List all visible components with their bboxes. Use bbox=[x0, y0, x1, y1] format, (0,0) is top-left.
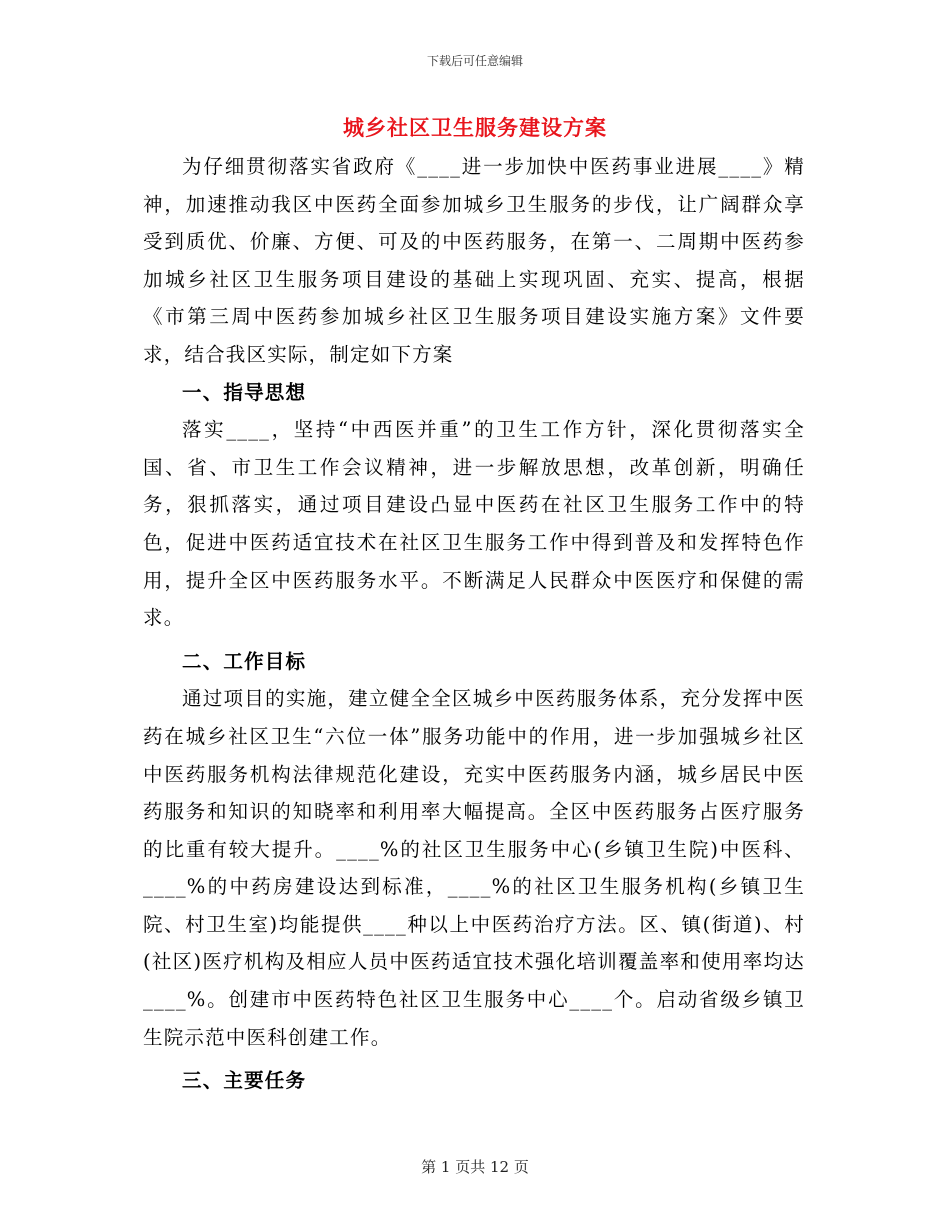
document-body bbox=[143, 148, 805, 1100]
page-footer: 第 1 页共 12 页 bbox=[421, 1158, 529, 1176]
section-paragraph-work-goals: 通过项目的实施，建立健全全区城乡中医药服务体系，充分发挥中医药在城乡社区卫生“六位一体”服务功能中的作用，进一步加强城乡社区中医药服务机构法律规范化建设，充实中医药服务内涵，城乡居民中医药服务和知识的知晓率和利用率大幅提高。全区中医药服务占医疗服务的比重有较大提升。____%的社区卫生服务中心(乡镇卫生院)中医科、____%的中药房建设达到标准，____%的社区卫生服务机构(乡镇卫生院、村卫生室)均能提供____种以上中医药治疗方法。区、镇(街道)、村(社区)医疗机构及相应人员中医药适宜技术强化培训覆盖率和使用率均达____%。创建市中医药特色社区卫生服务中心____个。启动省级乡镇卫生院示范中医科创建工作。 bbox=[143, 687, 805, 1049]
section-heading-guiding-ideology: 一、指导思想 bbox=[182, 380, 307, 404]
header-note: 下载后可任意编辑 bbox=[426, 54, 523, 68]
section-heading-work-goals: 二、工作目标 bbox=[182, 649, 307, 673]
intro-paragraph: 为仔细贯彻落实省政府《____进一步加快中医药事业进展____》精神，加速推动我区中医药全面参加城乡卫生服务的步伐，让广阔群众享受到质优、价廉、方便、可及的中医药服务，在第一、二周期中医药参加城乡社区卫生服务项目建设的基础上实现巩固、充实、提高，根据《市第三周中医药参加城乡社区卫生服务项目建设实施方案》文件要求，结合我区实际，制定如下方案 bbox=[143, 155, 805, 366]
section-paragraph-guiding-ideology: 落实____，坚持“中西医并重”的卫生工作方针，深化贯彻落实全国、省、市卫生工作会议精神，进一步解放思想，改革创新，明确任务，狠抓落实，通过项目建设凸显中医药在社区卫生服务工作中的特色，促进中医药适宜技术在社区卫生服务工作中得到普及和发挥特色作用，提升全区中医药服务水平。不断满足人民群众中医医疗和保健的需求。 bbox=[143, 418, 805, 630]
section-heading-main-tasks: 三、主要任务 bbox=[182, 1069, 307, 1093]
document-title: 城乡社区卫生服务建设方案 bbox=[343, 115, 607, 140]
